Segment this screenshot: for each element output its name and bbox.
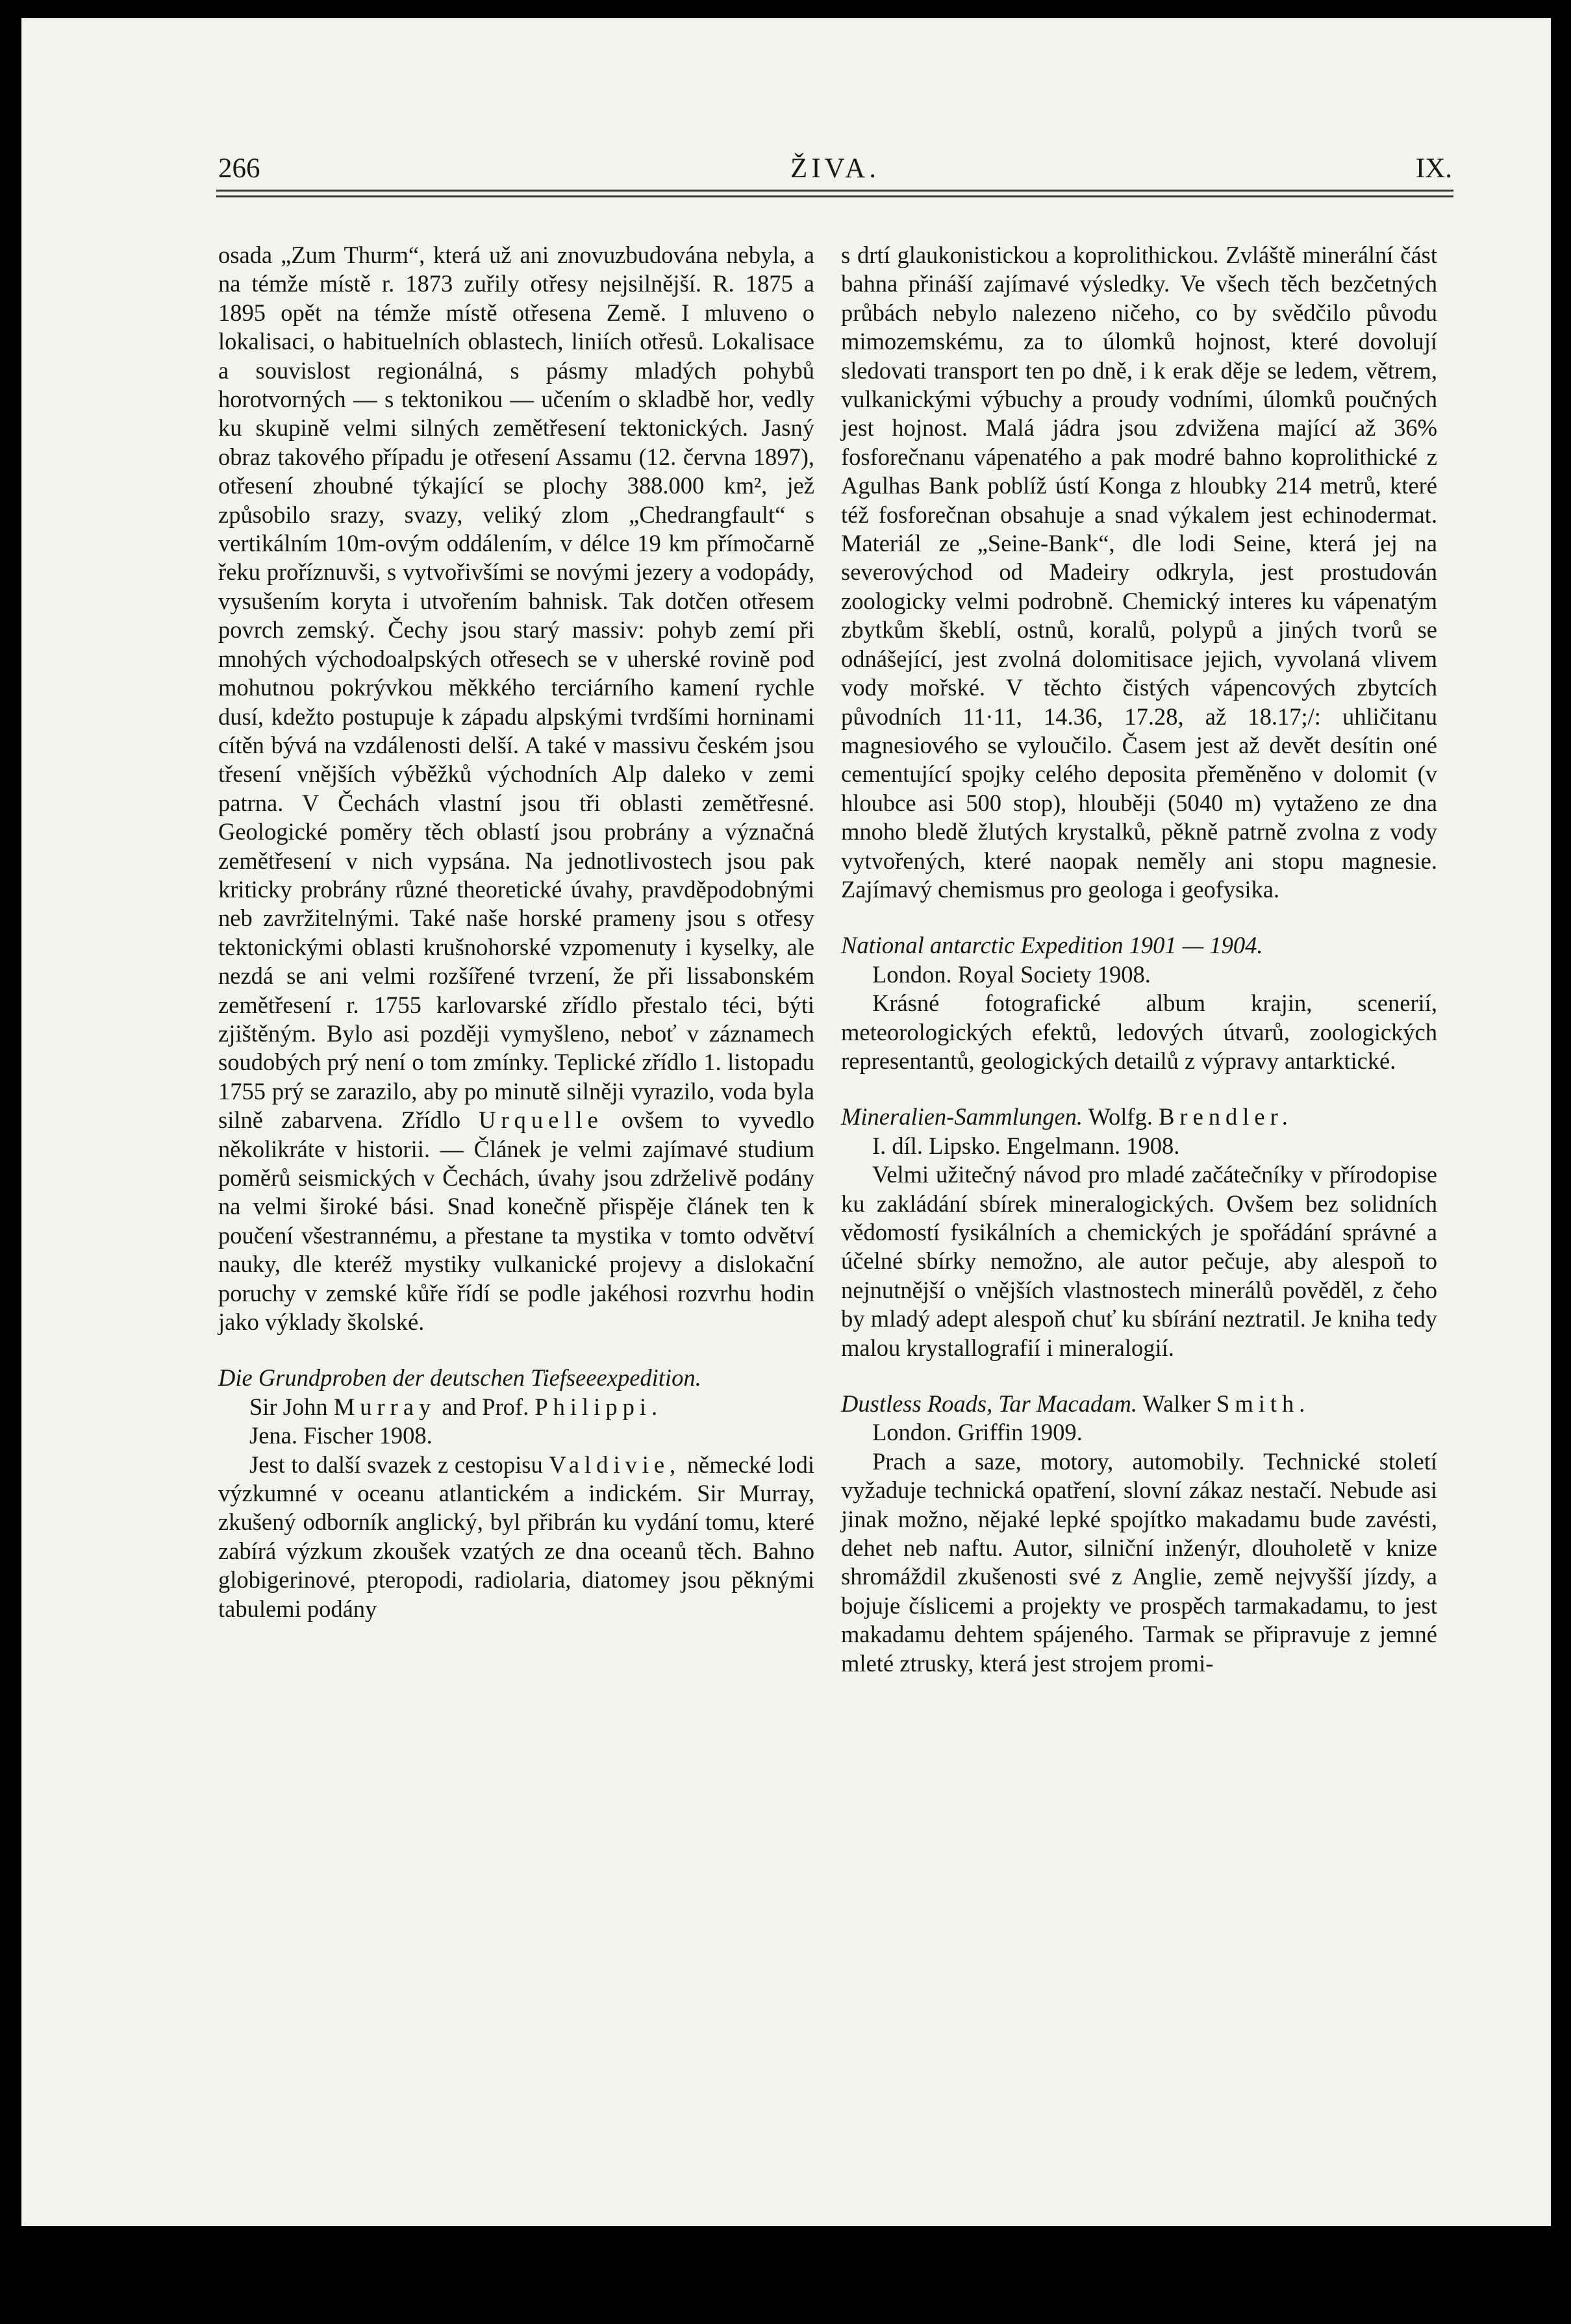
review-heading: Mineralien-Sammlungen. Wolfg. Brendler. [841,1103,1293,1131]
left-column [218,241,814,1623]
journal-title: ŽIVA. [790,153,880,184]
review-publisher: London. Royal Society 1908. [872,960,1151,988]
header-rule-bottom [216,195,1453,197]
review-title: Die Grundproben der deutschen Tiefseeexpedition. [218,1364,701,1392]
review-body: Prach a saze, motory, automobily. Technické století vyžaduje technická opatření, slovní zákaz nestačí. Nebude asi jinak možno, nějaké lepké spojítko makadamu bude zavésti, dehet neb naftu. Autor, silniční inženýr, dlouholetě v knize shromáždil zkušenosti své z Anglie, země nejvyšší jízdy, a bojuje číslicemi a projekty ve prospěch tarmakadamu, to jest makadamu dehtem spájeného. Tarmak se připravuje z jemné mleté ztrusky, která jest strojem promi- [841,1447,1437,1677]
article-continuation: osada „Zum Thurm“, která už ani znovuzbudována nebyla, a na témže místě r. 1873 zuřily otřesy nejsilnější. R. 1875 a 1895 opět na témže místě otřesena Země. I mluveno o lokalisaci, o habituelních oblastech, liniích otřesů. Lokalisace a souvislost regionálná, s pásmy mladých pohybů horotvorných — s tektonikou — učením o skladbě hor, vedly ku skupině velmi silných zemětřesení tektonických. Jasný obraz takového případu je otřesení Assamu (12. června 1897), otřesení zhoubné týkající se plochy 388.000 km², jež způsobilo srazy, svazy, veliký zlom „Chedrangfault“ s vertikálním 10m-ovým oddálením, v délce 19 km přímočarně řeku proříznuvši, s vytvořivšími se novými jezery a vodopády, vysušením koryta i utvořením bahnisk. Tak dotčen otřesem povrch zemský. Čechy jsou starý massiv: pohyb zemí při mnohých východoalpských otřesech se v uherské rovině pod mohutnou pokrývkou měkkého terciárního kamení rychle dusí, kdežto postupuje k západu alpskými tvrdšími horninami cítěn bývá na vzdálenosti delší. A také v massivu českém jsou třesení vnějších výběžků východních Alp daleko v zemi patrna. V Čechách vlastní jsou tři oblasti zemětřesné. Geologické poměry těch oblastí jsou probrány a význačná zemětřesení v nich vypsána. Na jednotlivostech jsou pak kriticky probrány různé theoretické úvahy, pravděpodobnými neb zavržitelnými. Také naše horské prameny jsou s otřesy tektonickými oblasti krušnohorské vzpomenuty i kyselky, ale nezdá se ani velmi rozšířené tvrzení, že při lissabonském zemětřesení r. 1755 karlovarské zřídlo přestalo téci, býti zjištěným. Bylo asi později vymyšleno, neboť v záznamech soudobých prý není o tom zmínky. Teplické zřídlo 1. listopadu 1755 prý se zarazilo, aby po minutě silněji vyrazilo, voda byla silně zabarvena. Zřídlo Urquelle ovšem to vyvedlo několikráte v historii. — Článek je velmi zajímavé studium poměrů seismických v Čechách, úvahy jsou zdrželivě podány na velmi široké bási. Snad konečně přispěje článek ten k poučení všestrannému, a přestane ta mystika v tomto odvětví nauky, dle kteréž mystiky vulkanické projevy a dislokační poruchy v zemské kůře řídí se podle jakéhosi rozvrhu hodin jako výklady školské. [218,242,814,1336]
volume-number: IX. [1415,153,1452,184]
review-body: Jest to další svazek z cestopisu Valdivie, německé lodi výzkumné v oceanu atlantickém a indickém. Sir Murray, zkušený odborník anglický, byl přibrán ku vydání tomu, které zabírá výzkum zkoušek vzatých ze dna oceanů těch. Bahno globigerinové, pteropodi, radiolaria, diatomey jsou pěknými tabulemi podány [218,1451,814,1622]
right-column [841,241,1437,1678]
review-heading: Dustless Roads, Tar Macadam. Walker Smith. [841,1390,1311,1418]
review-publisher: London. Griffin 1909. [872,1419,1083,1446]
review-body: Krásné fotografické album krajin, scenerií, meteorologických efektů, ledových útvarů, zoologických representantů, geologických detailů z výpravy antarktické. [841,990,1437,1074]
review-body: Velmi užitečný návod pro mladé začátečníky v přírodopise ku zakládání sbírek mineralogických. Ovšem bez solidních vědomostí fysikálních a chemických je spořádání správné a účelné sbírky nemožno, ale autor pečuje, aby alespoň to nejnutnější o vnějších vlastnostech minerálů pověděl, z čeho by mladý adept alespoň chuť ku sbírání neztratil. Je kniha tedy malou krystallografií i mineralogií. [841,1161,1437,1361]
review-antarctic [841,931,1437,1075]
review-publisher: I. díl. Lipsko. Engelmann. 1908. [872,1132,1180,1159]
review-grundproben [218,1364,814,1623]
page-number: 266 [218,153,260,184]
review-dustless-roads [841,1390,1437,1678]
header-rule-top [216,190,1453,192]
review-publisher: Jena. Fischer 1908. [249,1422,433,1449]
spaced-name: Urquelle [479,1106,603,1134]
review-title: National antarctic Expedition 1901 — 1904. [841,932,1263,959]
review-authors: Sir John Murray and Prof. Philippi. [249,1393,663,1420]
running-header [218,153,1452,192]
review-continuation: s drtí glaukonistickou a koprolithickou. Zvláště minerální část bahna přináší zajímavé výsledky. Ve všech těch bezčetných průbách nebylo nalezeno ničeho, co by svědčilo původu mimozemskému, za to úlomků hojnost, které dovolují sledovati transport ten po dně, i k erak děje se ledem, větrem, vulkanickými výbuchy a proudy vodními, úlomků poučných jest hojnost. Malá jádra jsou zdvižena mající až 36% fosforečnanu vápenatého a pak modré bahno koprolithické z Agulhas Bank poblíž ústí Konga z hloubky 214 metrů, které též fosforečnan obsahuje a snad výkalem jest echinodermat. Materiál ze „Seine-Bank“, dle lodi Seine, která jej na severovýchod od Madeiry odkryla, jest prostudován zoologicky velmi podrobně. Chemický interes ku vápenatým zbytkům škeblí, ostnů, koralů, polypů a jiných tvorů se odnášející, jest zvolná dolomitisace jejich, vyvolaná vlivem vody mořské. V těchto čistých vápencových zbytcích původních 11·11, 14.36, 17.28, až 18.17;/: uhličitanu magnesiového se vyloučilo. Časem jest až devět desítin oné cementující spojky celého deposita přeměněno v dolomit (v hloubce asi 500 stop), hlouběji (5040 m) vytaženo ze dna mnoho bledě žlutých krystalků, pěkně patrně zvolna z vody vytvořených, které naopak neměly ani stopu magnesie. Zajímavý chemismus pro geologa i geofysika. [841,242,1437,903]
page [21,18,1551,2226]
review-mineralien [841,1103,1437,1362]
